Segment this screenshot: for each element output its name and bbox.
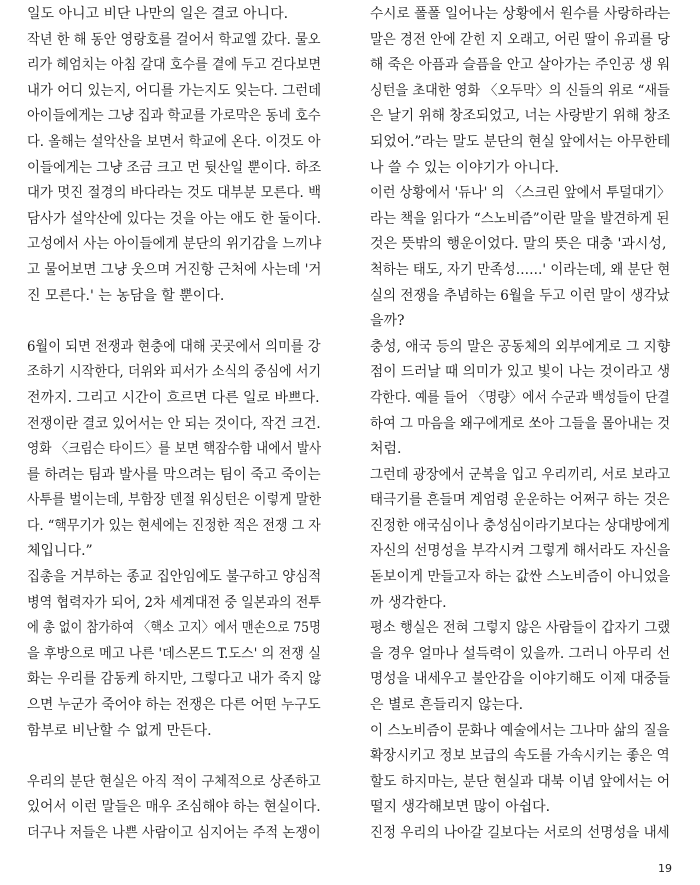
text-line: 확장시키고 정보 보급의 속도를 가속시키는 좋은 역 xyxy=(370,748,670,765)
text-line: 있어서 이런 말들은 매우 조심해야 하는 현실이다. xyxy=(27,799,321,816)
text-line: 태극기를 흔들며 계엄령 운운하는 어쩌구 하는 것은 xyxy=(370,492,670,509)
left-column xyxy=(27,2,321,847)
paragraph-gap xyxy=(27,309,321,335)
text-line: 영화 〈크림슨 타이드〉를 보면 핵잠수함 내에서 발사 xyxy=(27,441,322,458)
text-line: 이 스노비즘이 문화나 예술에서는 그나마 삶의 질을 xyxy=(370,722,670,739)
text-line: 을까? xyxy=(370,313,405,330)
text-line: 을 후방으로 메고 나른 '데스몬드 T.도스' 의 전쟁 실 xyxy=(27,645,321,662)
text-line: 까 생각한다. xyxy=(370,594,447,611)
text-line: 대가 멋진 절경의 바다라는 것도 대부분 모른다. 백 xyxy=(27,185,322,202)
text-line: 되었어.”라는 말도 분단의 현실 앞에서는 아무한테 xyxy=(370,133,671,150)
text-line: 떨지 생각해보면 많이 아쉽다. xyxy=(370,799,551,816)
text-line: 수시로 폴폴 일어나는 상황에서 원수를 사랑하라는 xyxy=(370,6,671,22)
text-line: 점이 드러날 때 의미가 있고 빛이 나는 것이라고 생 xyxy=(370,364,671,381)
text-line: 나 쓸 수 있는 이야기가 아니다. xyxy=(370,159,559,176)
text-line: 병역 협력자가 되어, 2차 세계대전 중 일본과의 전투 xyxy=(27,594,321,611)
text-line: 함부로 비난할 수 없게 만든다. xyxy=(27,722,212,739)
text-line: 평소 행실은 전혀 그렇지 않은 사람들이 갑자기 그랬 xyxy=(370,620,671,637)
text-line: 이런 상황에서 '듀나' 의 〈스크린 앞에서 투덜대기〉 xyxy=(370,185,671,202)
text-line: 이들에게는 그냥 조금 크고 먼 뒷산일 뿐이다. 하조 xyxy=(27,159,322,176)
text-line: 말은 경전 안에 갇힌 지 오래고, 어린 딸이 유괴를 당 xyxy=(370,31,670,48)
text-line: 척하는 태도, 자기 만족성……' 이라는데, 왜 분단 현 xyxy=(370,261,671,278)
text-line: 돋보이게 만들고자 하는 값싼 스노비즘이 아니었을 xyxy=(370,569,671,586)
text-line: 다. “핵무기가 있는 현세에는 진정한 적은 전쟁 그 자 xyxy=(27,517,321,534)
text-line: 작년 한 해 동안 영랑호를 걸어서 학교엘 갔다. 물오 xyxy=(27,31,321,48)
text-line: 조하기 시작한다, 더위와 피서가 소식의 중심에 서기 xyxy=(27,364,322,381)
text-line: 사투를 벌이는데, 부함장 덴절 워싱턴은 이렇게 말한 xyxy=(27,492,322,509)
text-line: 전쟁이란 결코 있어서는 안 되는 것이다, 작건 크건. xyxy=(27,415,321,432)
text-line: 고성에서 사는 아이들에게 분단의 위기감을 느끼냐 xyxy=(27,236,322,253)
text-line: 더구나 저들은 나쁜 사람이고 심지어는 주적 논쟁이 xyxy=(27,825,321,841)
right-column xyxy=(370,2,670,847)
text-line: 진정한 애국심이나 충성심이라기보다는 상대방에게 xyxy=(370,517,670,534)
text-line: 화는 우리를 감동케 하지만, 그렇다고 내가 죽지 않 xyxy=(27,671,322,688)
text-line: 충성, 애국 등의 말은 공동체의 외부에게로 그 지향 xyxy=(370,338,671,355)
text-line: 내가 어디 있는지, 어디를 가는지도 잊는다. 그런데 xyxy=(27,82,322,99)
text-line: 각한다. 예를 들어 〈명량〉에서 수군과 백성들이 단결 xyxy=(370,389,670,406)
text-line: 명성을 내세우고 불안감을 이야기해도 이제 대중들 xyxy=(370,671,671,688)
text-line: 그런데 광장에서 군복을 입고 우리끼리, 서로 보라고 xyxy=(370,466,671,483)
text-line: 고 물어보면 그냥 웃으며 거진항 근처에 사는데 '거 xyxy=(27,261,322,278)
text-line: 해 죽은 아픔과 슬픔을 안고 살아가는 주인공 생 워 xyxy=(370,57,671,74)
text-line: 자신의 선명성을 부각시켜 그렇게 해서라도 자신을 xyxy=(370,543,671,560)
text-line: 6월이 되면 전쟁과 현충에 대해 곳곳에서 의미를 강 xyxy=(27,338,321,355)
text-line: 체입니다.” xyxy=(27,543,93,560)
text-line: 를 하려는 팀과 발사를 막으려는 팀이 죽고 죽이는 xyxy=(27,466,321,483)
text-line: 은 별로 흔들리지 않는다. xyxy=(370,697,524,714)
text-line: 일도 아니고 비단 나만의 일은 결코 아니다. xyxy=(27,6,289,22)
text-line: 리가 헤엄치는 아침 갈대 호수를 곁에 두고 걷다보면 xyxy=(27,57,322,74)
text-line: 처럼. xyxy=(370,441,402,458)
text-line: 은 날기 위해 창조되었고, 너는 사랑받기 위해 창조 xyxy=(370,108,671,125)
text-line: 에 총 없이 참가하여 〈핵소 고지〉에서 맨손으로 75명 xyxy=(27,620,321,637)
paragraph-gap xyxy=(27,744,321,770)
text-line: 다. 올해는 설악산을 보면서 학교에 온다. 이것도 아 xyxy=(27,133,321,150)
text-line: 진정 우리의 나아갈 길보다는 서로의 선명성을 내세 xyxy=(370,825,670,841)
text-line: 담사가 설악산에 있다는 것을 아는 애도 한 둘이다. xyxy=(27,210,322,227)
text-line: 라는 책을 읽다가 “스노비즘”이란 말을 발견하게 된 xyxy=(370,210,670,227)
text-line: 실의 전쟁을 추념하는 6월을 두고 이런 말이 생각났 xyxy=(370,287,670,304)
text-line: 싱턴을 초대한 영화 〈오두막〉의 신들의 위로 “새들 xyxy=(370,82,670,99)
text-line: 것은 뜻밖의 행운이었다. 말의 뜻은 대충 '과시성, xyxy=(370,236,667,253)
text-line: 아이들에게는 그냥 집과 학교를 가로막은 동네 호수 xyxy=(27,108,321,125)
text-line: 하여 그 마음을 왜구에게로 쏘아 그들을 몰아내는 것 xyxy=(370,415,671,432)
text-line: 할도 하지마는, 분단 현실과 대북 이념 앞에서는 어 xyxy=(370,773,671,790)
text-line: 을 경우 얼마나 설득력이 있을까. 그러니 아무리 선 xyxy=(370,645,671,662)
text-line: 우리의 분단 현실은 아직 적이 구체적으로 상존하고 xyxy=(27,773,321,790)
text-line: 으면 누군가 죽어야 하는 전쟁은 다른 어떤 누구도 xyxy=(27,697,321,714)
text-line: 전까지. 그리고 시간이 흐르면 다른 일로 바쁘다. xyxy=(27,389,320,406)
text-line: 집총을 거부하는 종교 집안임에도 불구하고 양심적 xyxy=(27,569,322,586)
page-number: 19 xyxy=(658,862,672,875)
text-line: 진 모른다.' 는 농담을 할 뿐이다. xyxy=(27,287,225,304)
